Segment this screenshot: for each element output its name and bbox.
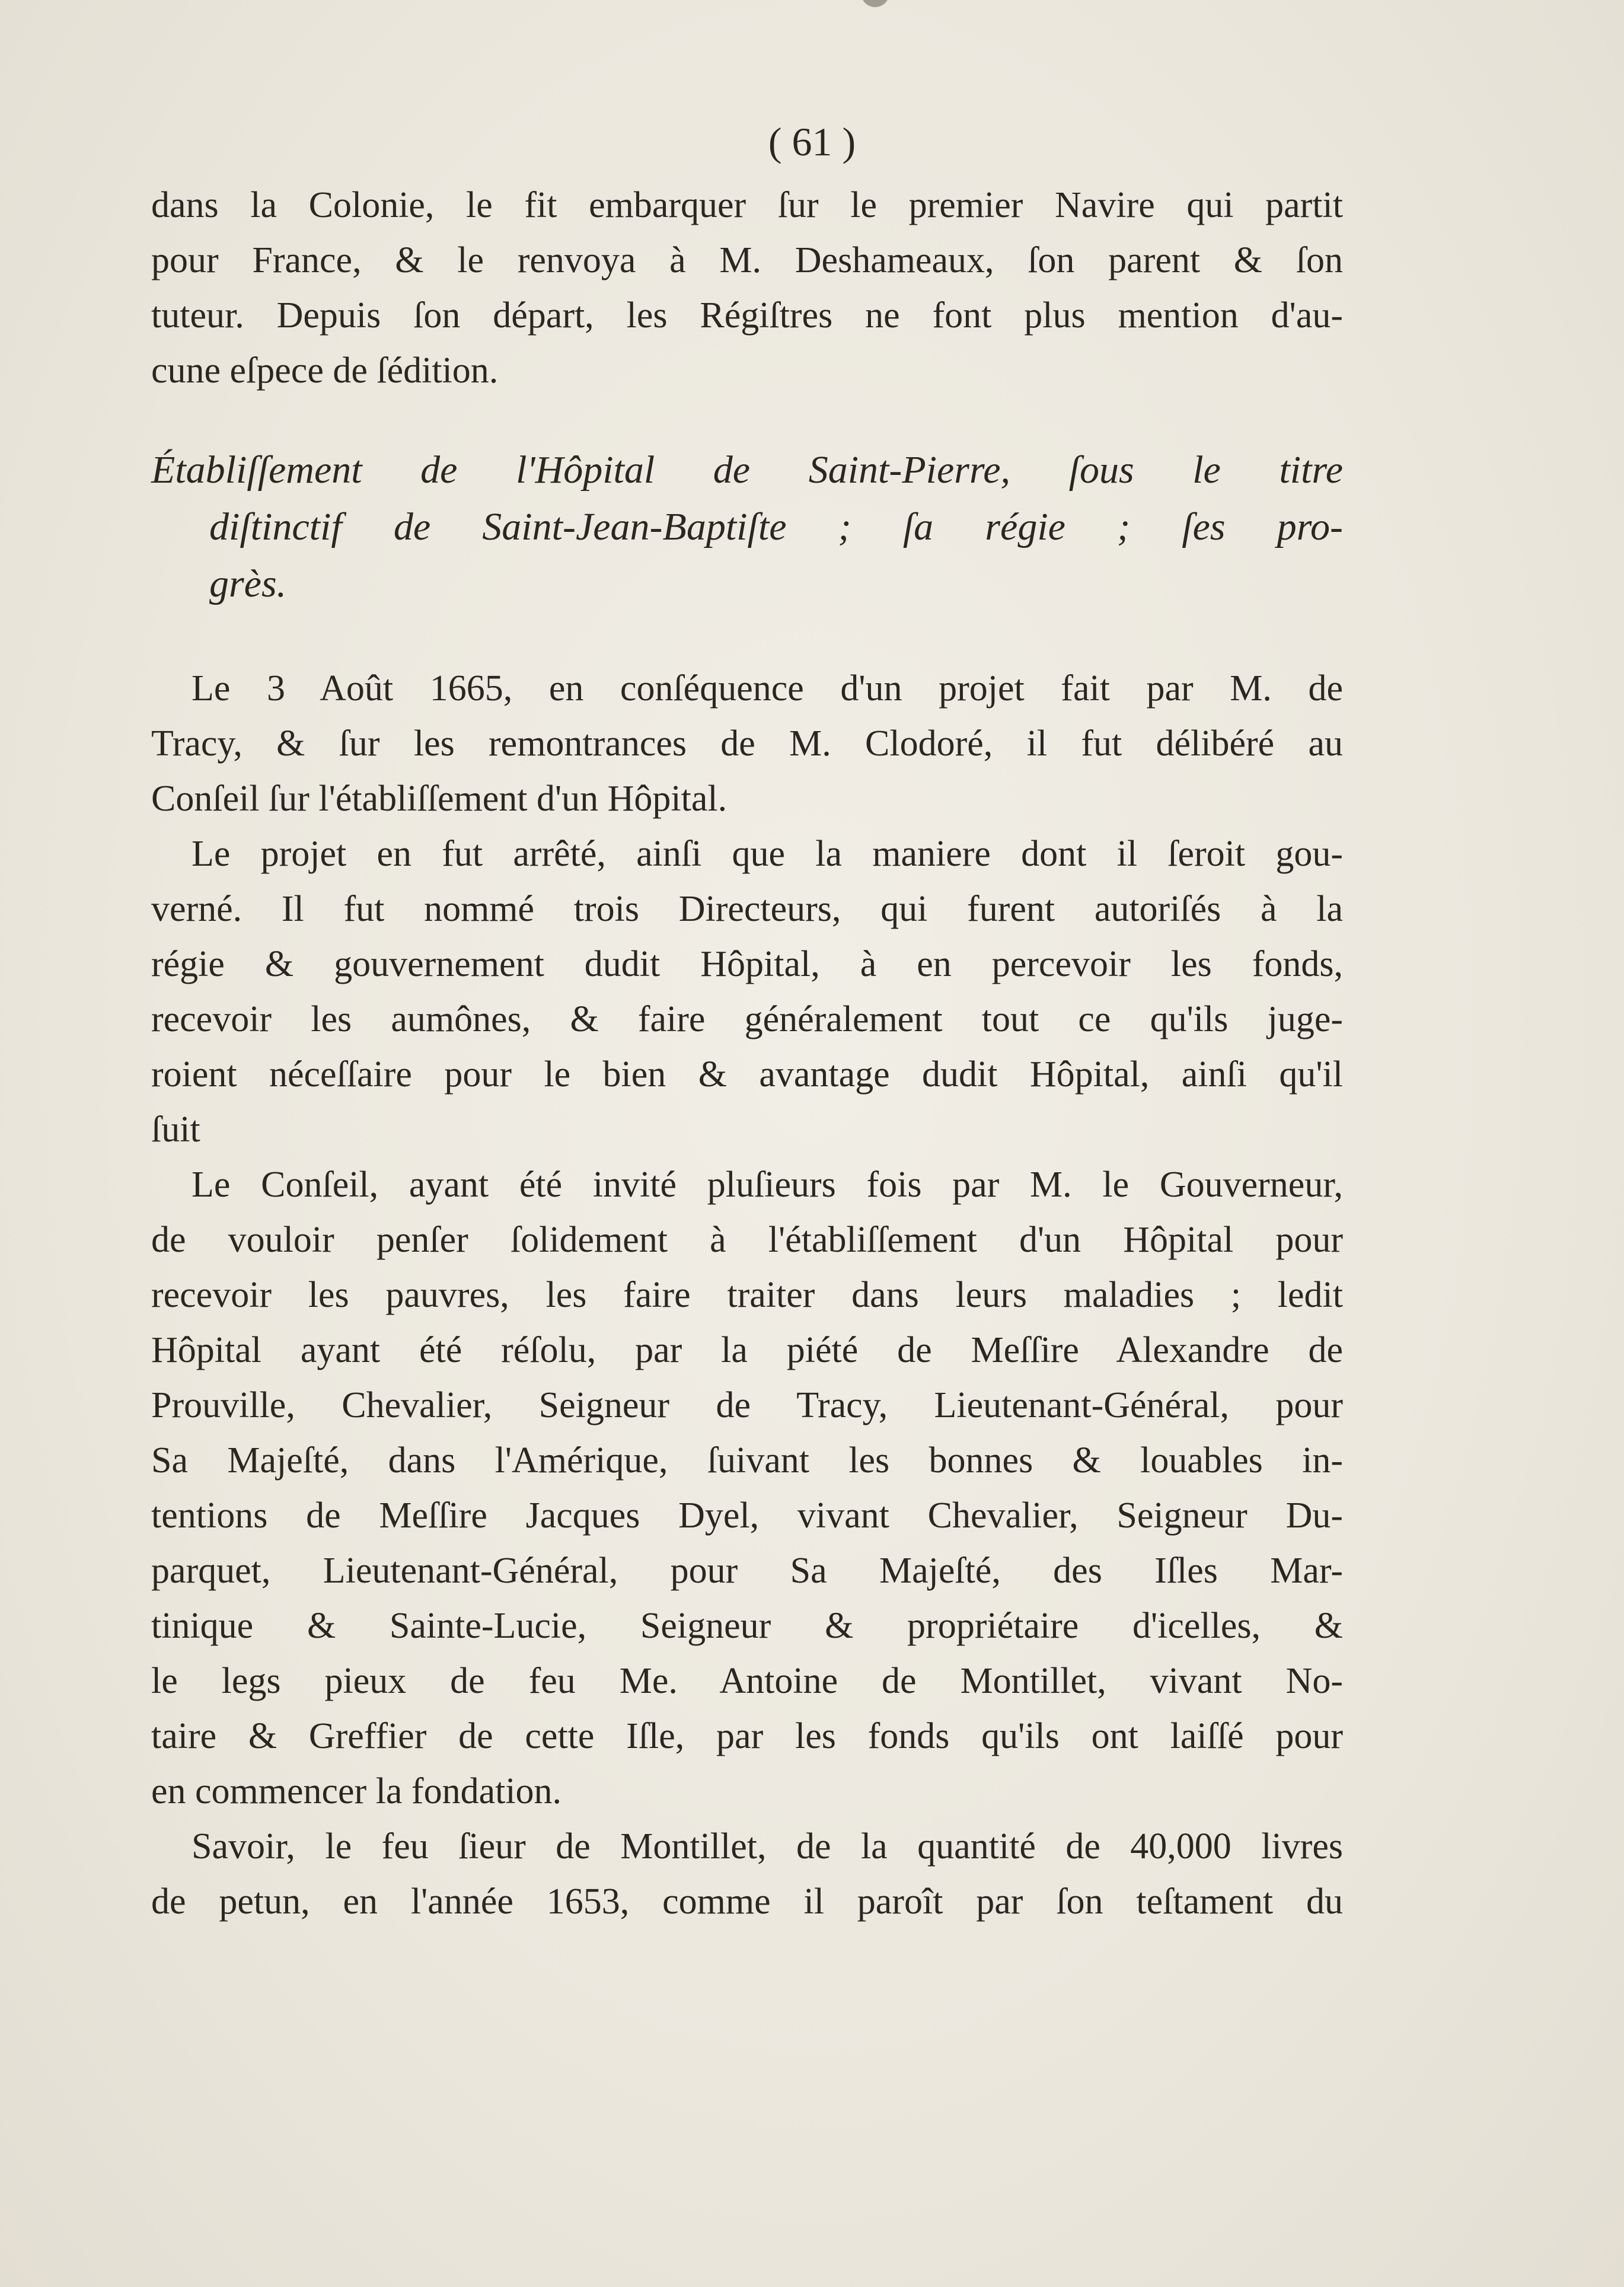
text-line: Le Conſeil, ayant été invité pluſieurs fois par M. le Gouverneur, [192, 1165, 1343, 1205]
text-line: ſuit [151, 1109, 200, 1150]
heading-line: diſtinctif de Saint-Jean-Baptiſte ; ſa régie ; ſes pro- [209, 505, 1343, 548]
text-line: de vouloir penſer ſolidement à l'établiſſement d'un Hôpital pour [151, 1220, 1343, 1260]
text-line: Prouville, Chevalier, Seigneur de Tracy, Lieutenant-Général, pour [151, 1385, 1343, 1425]
text-line: en commencer la fondation. [151, 1771, 562, 1811]
text-line: recevoir les aumônes, & faire généralement tout ce qu'ils juge- [151, 999, 1343, 1039]
text-line: cune eſpece de ſédition. [151, 350, 499, 391]
text-line: pour France, & le renvoya à M. Deshameaux, ſon parent & ſon [151, 240, 1343, 280]
heading-line: grès. [209, 562, 287, 605]
text-line: régie & gouvernement dudit Hôpital, à en percevoir les fonds, [151, 944, 1343, 984]
page-number: ( 61 ) [768, 119, 856, 164]
body-text [151, 661, 1343, 1929]
text-line: recevoir les pauvres, les faire traiter dans leurs maladies ; ledit [151, 1275, 1343, 1315]
text-line: parquet, Lieutenant-Général, pour Sa Majeſté, des Iſles Mar- [151, 1551, 1343, 1591]
text-line: Hôpital ayant été réſolu, par la piété de Meſſire Alexandre de [151, 1330, 1343, 1370]
text-line: tinique & Sainte-Lucie, Seigneur & propriétaire d'icelles, & [151, 1606, 1343, 1646]
text-line: tentions de Meſſire Jacques Dyel, vivant Chevalier, Seigneur Du- [151, 1495, 1343, 1536]
binding-mark [861, 0, 889, 7]
text-line: verné. Il fut nommé trois Directeurs, qui furent autoriſés à la [151, 889, 1343, 929]
text-line: roient néceſſaire pour le bien & avantage dudit Hôpital, ainſi qu'il [151, 1054, 1343, 1095]
text-line: taire & Greffier de cette Iſle, par les fonds qu'ils ont laiſſé pour [151, 1716, 1343, 1756]
text-line: Tracy, & ſur les remontrances de M. Clodoré, il fut délibéré au [151, 723, 1343, 764]
section-heading [151, 442, 1343, 613]
text-line: le legs pieux de feu Me. Antoine de Montillet, vivant No- [151, 1661, 1343, 1701]
continued-paragraph [151, 178, 1343, 398]
text-line: de petun, en l'année 1653, comme il paroît par ſon teſtament du [151, 1881, 1343, 1922]
text-line: Savoir, le feu ſieur de Montillet, de la quantité de 40,000 livres [192, 1826, 1343, 1867]
text-line: tuteur. Depuis ſon départ, les Régiſtres ne font plus mention d'au- [151, 295, 1343, 336]
heading-line: Établiſſement de l'Hôpital de Saint-Pierre, ſous le titre [151, 448, 1343, 492]
text-line: Sa Majeſté, dans l'Amérique, ſuivant les bonnes & louables in- [151, 1440, 1343, 1481]
text-line: Conſeil ſur l'établiſſement d'un Hôpital. [151, 779, 728, 819]
text-line: Le projet en fut arrêté, ainſi que la maniere dont il ſeroit gou- [192, 834, 1343, 874]
text-line: dans la Colonie, le fit embarquer ſur le premier Navire qui partit [151, 185, 1343, 225]
text-line: Le 3 Août 1665, en conſéquence d'un projet fait par M. de [192, 668, 1343, 709]
